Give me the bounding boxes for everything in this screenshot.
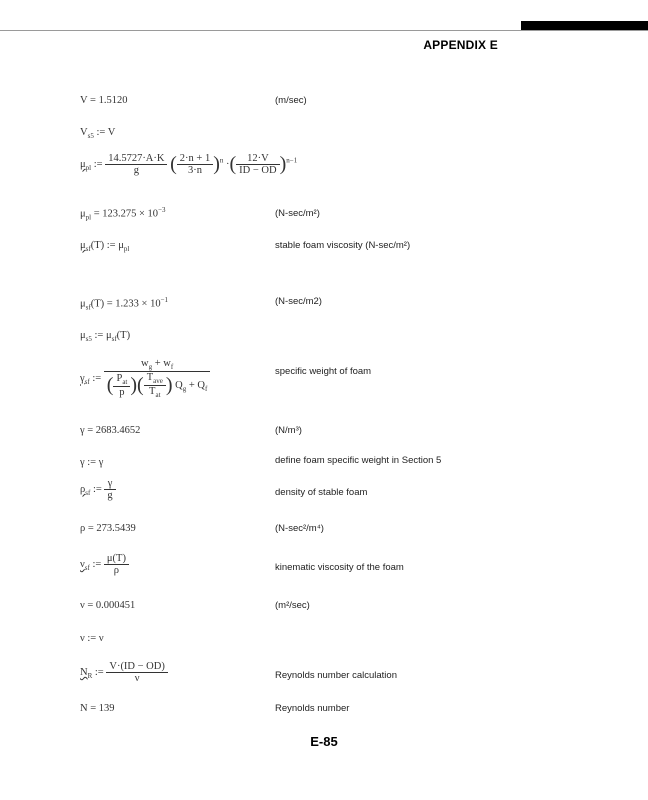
density-note: density of stable foam (275, 487, 368, 498)
density-formula: $\rho_{sf}$ := $\frac{\gamma}{g}$ (80, 478, 116, 501)
specific-weight-section5: γ := γ (80, 457, 104, 468)
density-unit: (N-sec²/m⁴) (275, 523, 324, 534)
specific-weight-unit: (N/m³) (275, 425, 302, 436)
plastic-viscosity-value: $\mu_{pl} = 123.275 \times 10^{-3}$ (80, 206, 166, 222)
kinematic-viscosity-formula: $\nu_{sf}$ := $\frac{\mu(T)}{\rho}$ (80, 553, 129, 576)
velocity-value: V = 1.5120 (80, 95, 128, 106)
stable-foam-viscosity-unit: (N-sec/m2) (275, 296, 322, 307)
specific-weight-formula: $\gamma_{sf}$ := $w_g + w_f$ ( $\frac{P_{at}}{p}$ )( $\frac{T_{ave}}{T_{at}}$ ) $Q_g + Q_f$ (80, 358, 210, 399)
page-number: E-85 (310, 734, 338, 749)
specific-weight-section5-note: define foam specific weight in Section 5 (275, 455, 442, 466)
stable-foam-viscosity-value: $\mu_{sf}(T) = 1.233 \times 10^{-1}$ (80, 296, 169, 312)
appendix-header: APPENDIX E (423, 38, 498, 52)
velocity-section5: $V_{s5}$ := V (80, 127, 116, 141)
velocity-unit: (m/sec) (275, 95, 307, 106)
reynolds-calc-note: Reynolds number calculation (275, 670, 397, 681)
plastic-viscosity-formula: $\mu_{pl}$ := $\frac{14.5727\cdot A\cdot K}{g}$ ( $\frac{2\cdot n + 1}{3\cdot n}$ )$^n$ ·( $\frac{12\cdot V}{ID - OD}$ )$^{n-1}$ (80, 153, 298, 176)
kinematic-viscosity-note: kinematic viscosity of the foam (275, 562, 404, 573)
density-value: ρ = 273.5439 (80, 523, 136, 534)
stable-foam-viscosity-note: stable foam viscosity (N-sec/m²) (275, 240, 411, 251)
kinematic-viscosity-value: ν = 0.000451 (80, 600, 136, 611)
specific-weight-value: γ = 2683.4652 (80, 425, 141, 436)
stable-foam-viscosity-def: $\mu_{sf}(T)$ := $\mu_{pl}$ (80, 240, 130, 254)
reynolds-note: Reynolds number (275, 703, 350, 714)
reynolds-formula: $N_R$ := $\frac{V\cdot(ID - OD)}{\nu}$ (80, 661, 168, 684)
header-rule (0, 30, 648, 31)
specific-weight-note: specific weight of foam (275, 366, 372, 377)
kinematic-viscosity-section5: ν := ν (80, 633, 104, 644)
kinematic-viscosity-unit: (m²/sec) (275, 600, 310, 611)
reynolds-value: N = 139 (80, 703, 115, 714)
viscosity-section5: $\mu_{s5}$ := $\mu_{sf}(T)$ (80, 330, 131, 344)
plastic-viscosity-unit: (N-sec/m²) (275, 208, 320, 219)
